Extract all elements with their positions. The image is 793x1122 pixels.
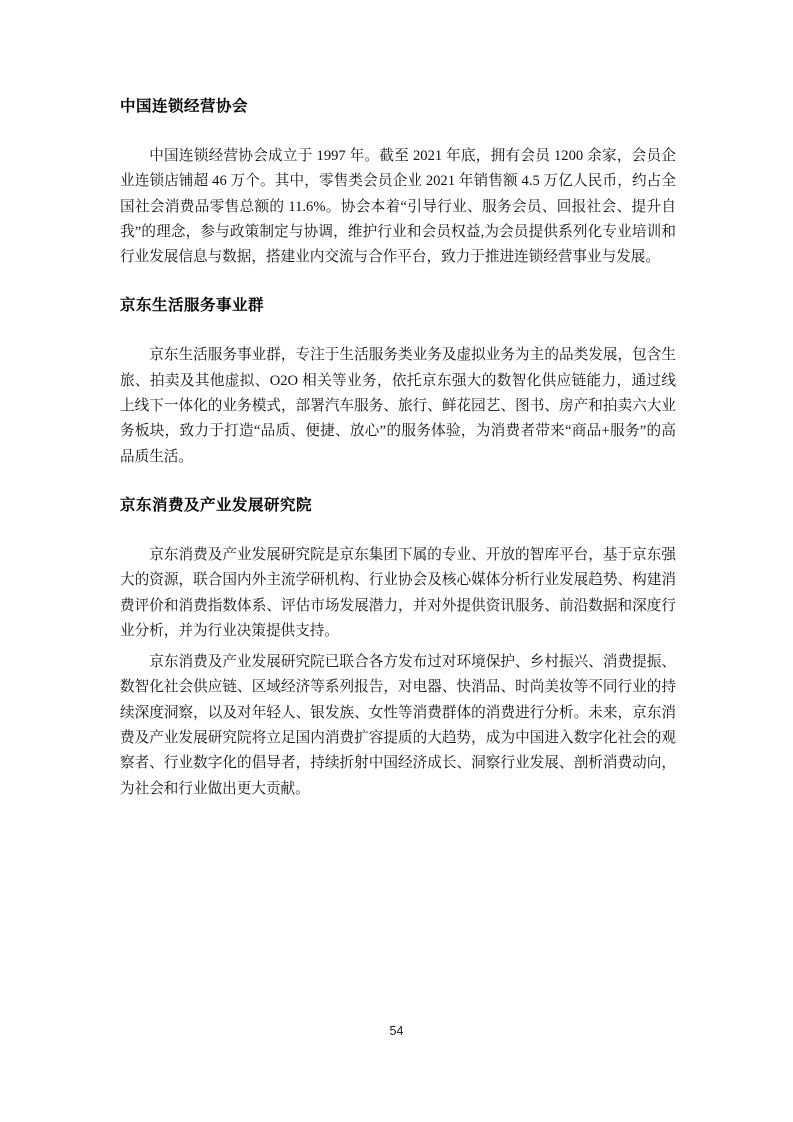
paragraph: 京东生活服务事业群，专注于生活服务类业务及虚拟业务为主的品类发展，包含生旅、拍卖及其他虚拟、O2O 相关等业务，依托京东强大的数智化供应链能力，通过线上线下一体化的业务模式，部署汽车服务、旅行、鲜花园艺、图书、房产和拍卖六大业务板块，致力于打造“品质、便捷、放心”的服务体验，为消费者带来“商品+服务”的高品质生活。: [120, 347, 676, 465]
paragraph: 京东消费及产业发展研究院是京东集团下属的专业、开放的智库平台，基于京东强大的资源，联合国内外主流学研机构、行业协会及核心媒体分析行业发展趋势、构建消费评价和消费指数体系、评估市场发展潜力，并对外提供资讯服务、前沿数据和深度行业分析，并为行业决策提供支持。: [120, 546, 676, 639]
page-number: 54: [389, 1024, 404, 1038]
paragraph: 京东消费及产业发展研究院已联合各方发布过对环境保护、乡村振兴、消费提振、数智化社会供应链、区域经济等系列报告，对电器、快消品、时尚美妆等不同行业的持续深度洞察，以及对年轻人、银发族、女性等消费群体的消费进行分析。未来，京东消费及产业发展研究院将立足国内消费扩容提质的大趋势，成为中国进入数字化社会的观察者、行业数字化的倡导者，持续折射中国经济成长、洞察行业发展、剖析消费动向，为社会和行业做出更大贡献。: [120, 654, 676, 797]
page-content: [120, 97, 676, 802]
page-footer: [0, 1022, 793, 1040]
section-jd-research-institute: [120, 496, 676, 802]
section-heading-ccfa: 中国连锁经营协会: [120, 98, 249, 115]
section-ccfa: [120, 97, 676, 270]
section-jd-life-services: [120, 296, 676, 469]
section-heading-jd-life-services: 京东生活服务事业群: [120, 297, 265, 315]
paragraph: 中国连锁经营协会成立于 1997 年。截至 2021 年底，拥有会员 1200 余家，会员企业连锁店铺超 46 万个。其中，零售类会员企业 2021 年销售额 4.5 万亿人民币，约占全国社会消费品零售总额的 11.6%。协会本着“引导行业、服务会员、回报社会、提升自我”的理念，参与政策制定与协调，维护行业和会员权益,为会员提供系列化专业培训和行业发展信息与数据，搭建业内交流与合作平台，致力于推进连锁经营事业与发展。: [120, 148, 676, 266]
section-heading-jd-research-institute: 京东消费及产业发展研究院: [120, 496, 313, 514]
